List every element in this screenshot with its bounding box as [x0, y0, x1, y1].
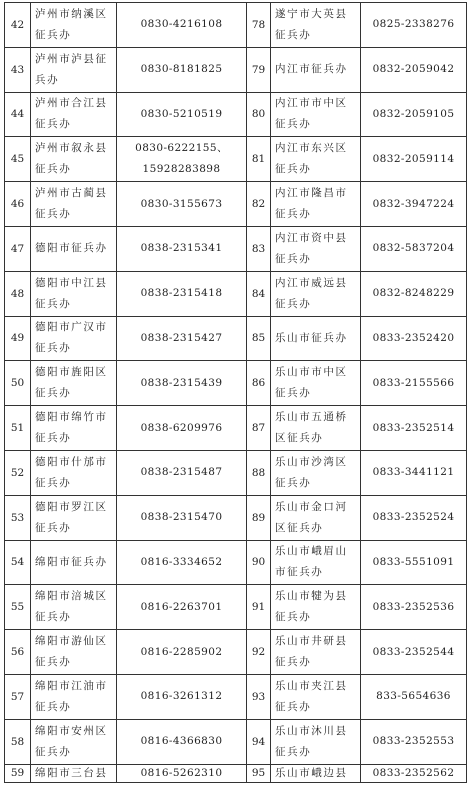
- right-row-number: 80: [247, 92, 271, 137]
- right-row-number: 82: [247, 182, 271, 227]
- table-row: [5, 361, 467, 406]
- left-office-name: 德阳市什邡市征兵办: [31, 450, 117, 495]
- right-row-number: 85: [247, 316, 271, 361]
- left-phone-number: 0830-5210519: [117, 92, 247, 137]
- right-phone-number: 0833-2352553: [361, 719, 467, 764]
- right-row-number: 88: [247, 450, 271, 495]
- left-office-name: 泸州市叙永县征兵办: [31, 137, 117, 182]
- left-office-name: 德阳市征兵办: [31, 226, 117, 271]
- left-office-name: 泸州市泸县征兵办: [31, 47, 117, 92]
- left-row-number: 44: [5, 92, 31, 137]
- right-row-number: 79: [247, 47, 271, 92]
- table-row: [5, 719, 467, 764]
- table-row: [5, 271, 467, 316]
- left-phone-number: 0816-2263701: [117, 585, 247, 630]
- right-row-number: 92: [247, 630, 271, 675]
- left-row-number: 48: [5, 271, 31, 316]
- left-row-number: 43: [5, 47, 31, 92]
- right-row-number: 84: [247, 271, 271, 316]
- table-body: [5, 3, 467, 783]
- left-phone-number: 0838-2315418: [117, 271, 247, 316]
- left-office-name: 泸州市合江县征兵办: [31, 92, 117, 137]
- right-office-name: 内江市征兵办: [271, 47, 361, 92]
- right-office-name: 乐山市沐川县征兵办: [271, 719, 361, 764]
- right-row-number: 90: [247, 540, 271, 585]
- right-phone-number: 0832-8248229: [361, 271, 467, 316]
- table-row: [5, 3, 467, 48]
- right-phone-number: 0832-2059042: [361, 47, 467, 92]
- left-phone-number: 0816-4366830: [117, 719, 247, 764]
- left-phone-number: 0816-5262310: [117, 764, 247, 782]
- left-row-number: 42: [5, 3, 31, 48]
- left-phone-number: 0838-2315341: [117, 226, 247, 271]
- right-office-name: 乐山市五通桥区征兵办: [271, 406, 361, 451]
- table-row: [5, 47, 467, 92]
- right-office-name: 乐山市征兵办: [271, 316, 361, 361]
- right-phone-number: 0833-2352536: [361, 585, 467, 630]
- table-row: [5, 585, 467, 630]
- left-row-number: 47: [5, 226, 31, 271]
- left-office-name: 绵阳市游仙区征兵办: [31, 630, 117, 675]
- table-row: [5, 674, 467, 719]
- right-office-name: 乐山市峨边县: [271, 764, 361, 782]
- table-row: [5, 495, 467, 540]
- right-phone-number: 0833-2352544: [361, 630, 467, 675]
- right-office-name: 内江市资中县征兵办: [271, 226, 361, 271]
- right-office-name: 内江市东兴区征兵办: [271, 137, 361, 182]
- recruitment-office-contact-table: [4, 2, 467, 783]
- right-row-number: 91: [247, 585, 271, 630]
- right-office-name: 乐山市市中区征兵办: [271, 361, 361, 406]
- left-row-number: 51: [5, 406, 31, 451]
- left-office-name: 德阳市旌阳区征兵办: [31, 361, 117, 406]
- left-office-name: 绵阳市涪城区征兵办: [31, 585, 117, 630]
- right-phone-number: 0833-2352420: [361, 316, 467, 361]
- right-phone-number: 0832-5837204: [361, 226, 467, 271]
- right-phone-number: 0832-3947224: [361, 182, 467, 227]
- right-phone-number: 0833-5551091: [361, 540, 467, 585]
- right-row-number: 89: [247, 495, 271, 540]
- right-row-number: 86: [247, 361, 271, 406]
- table-row: [5, 630, 467, 675]
- left-phone-number: 0816-2285902: [117, 630, 247, 675]
- left-row-number: 50: [5, 361, 31, 406]
- left-row-number: 53: [5, 495, 31, 540]
- left-office-name: 德阳市广汉市征兵办: [31, 316, 117, 361]
- right-office-name: 乐山市峨眉山市征兵办: [271, 540, 361, 585]
- left-phone-number: 0830-3155673: [117, 182, 247, 227]
- left-phone-number: 0838-6209976: [117, 406, 247, 451]
- right-phone-number: 0833-2352514: [361, 406, 467, 451]
- left-row-number: 59: [5, 764, 31, 782]
- right-phone-number: 0833-3441121: [361, 450, 467, 495]
- right-office-name: 乐山市夹江县征兵办: [271, 674, 361, 719]
- right-row-number: 83: [247, 226, 271, 271]
- left-office-name: 泸州市古蔺县征兵办: [31, 182, 117, 227]
- left-row-number: 49: [5, 316, 31, 361]
- right-office-name: 遂宁市大英县征兵办: [271, 3, 361, 48]
- right-row-number: 87: [247, 406, 271, 451]
- right-phone-number: 0825-2338276: [361, 3, 467, 48]
- table-row: [5, 540, 467, 585]
- right-phone-number: 0832-2059114: [361, 137, 467, 182]
- left-office-name: 德阳市绵竹市征兵办: [31, 406, 117, 451]
- table-row: [5, 450, 467, 495]
- table-row: [5, 764, 467, 782]
- right-phone-number: 0833-2352562: [361, 764, 467, 782]
- left-row-number: 55: [5, 585, 31, 630]
- left-row-number: 52: [5, 450, 31, 495]
- right-office-name: 乐山市沙湾区征兵办: [271, 450, 361, 495]
- table-row: [5, 92, 467, 137]
- left-phone-number: 0838-2315487: [117, 450, 247, 495]
- right-phone-number: 0833-2155566: [361, 361, 467, 406]
- left-row-number: 54: [5, 540, 31, 585]
- left-phone-number: 0816-3334652: [117, 540, 247, 585]
- right-row-number: 78: [247, 3, 271, 48]
- left-phone-number: 0838-2315439: [117, 361, 247, 406]
- left-phone-number: 0838-2315470: [117, 495, 247, 540]
- right-phone-number: 0833-2352524: [361, 495, 467, 540]
- left-row-number: 46: [5, 182, 31, 227]
- right-office-name: 乐山市犍为县征兵办: [271, 585, 361, 630]
- left-office-name: 泸州市纳溪区征兵办: [31, 3, 117, 48]
- left-office-name: 绵阳市征兵办: [31, 540, 117, 585]
- left-row-number: 56: [5, 630, 31, 675]
- left-row-number: 45: [5, 137, 31, 182]
- table-row: [5, 406, 467, 451]
- table-row: [5, 316, 467, 361]
- right-row-number: 94: [247, 719, 271, 764]
- table-row: [5, 137, 467, 182]
- left-office-name: 德阳市中江县征兵办: [31, 271, 117, 316]
- right-office-name: 乐山市井研县征兵办: [271, 630, 361, 675]
- left-office-name: 德阳市罗江区征兵办: [31, 495, 117, 540]
- right-office-name: 内江市威远县征兵办: [271, 271, 361, 316]
- table-row: [5, 226, 467, 271]
- left-office-name: 绵阳市江油市征兵办: [31, 674, 117, 719]
- left-office-name: 绵阳市三台县: [31, 764, 117, 782]
- right-office-name: 内江市市中区征兵办: [271, 92, 361, 137]
- table-row: [5, 182, 467, 227]
- right-phone-number: 833-5654636: [361, 674, 467, 719]
- right-office-name: 乐山市金口河区征兵办: [271, 495, 361, 540]
- right-office-name: 内江市隆昌市征兵办: [271, 182, 361, 227]
- right-row-number: 95: [247, 764, 271, 782]
- left-row-number: 57: [5, 674, 31, 719]
- left-office-name: 绵阳市安州区征兵办: [31, 719, 117, 764]
- left-phone-number: 0816-3261312: [117, 674, 247, 719]
- right-row-number: 81: [247, 137, 271, 182]
- left-phone-number: 0838-2315427: [117, 316, 247, 361]
- left-phone-number: 0830-8181825: [117, 47, 247, 92]
- right-row-number: 93: [247, 674, 271, 719]
- left-phone-number: 0830-4216108: [117, 3, 247, 48]
- left-row-number: 58: [5, 719, 31, 764]
- left-phone-number: 0830-6222155、15928283898: [117, 137, 247, 182]
- right-phone-number: 0832-2059105: [361, 92, 467, 137]
